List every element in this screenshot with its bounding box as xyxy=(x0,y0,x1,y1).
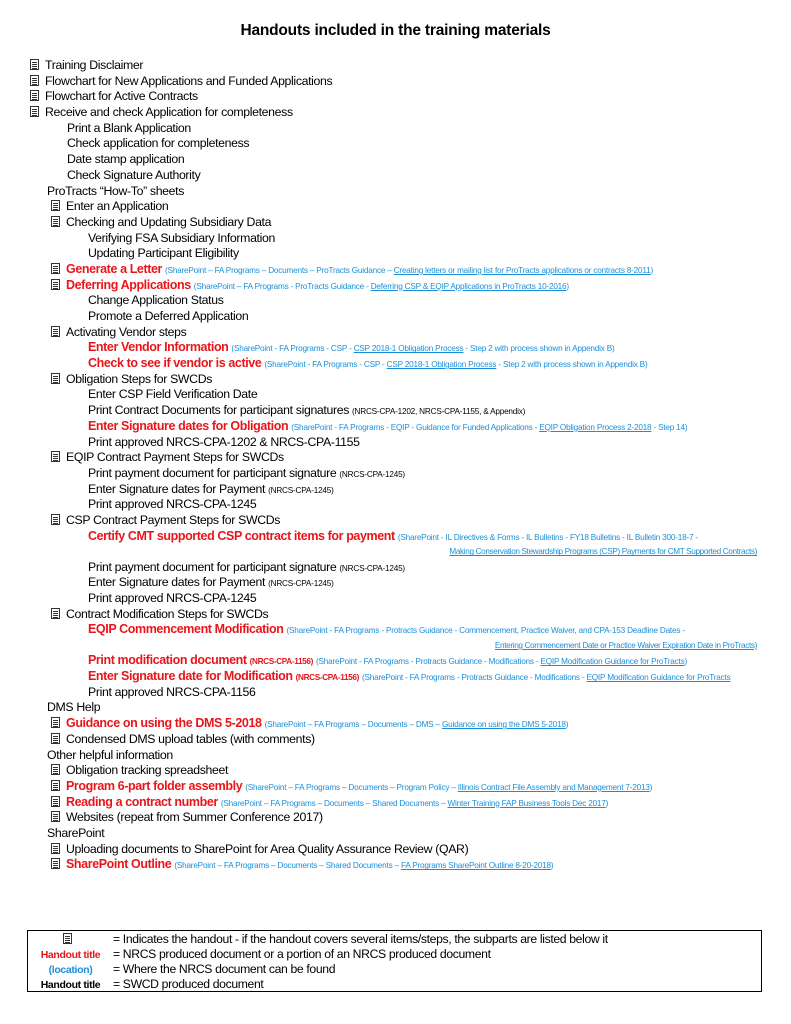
list-item xyxy=(0,340,791,356)
legend-key-icon xyxy=(28,933,113,948)
item-title: Enter Vendor Information xyxy=(88,340,229,355)
item-form-number: (NRCS-CPA-1156) xyxy=(249,657,313,667)
location-path: (SharePoint - FA Programs - Protracts Guidance - Modifications - xyxy=(315,657,541,667)
item-title: Check to see if vendor is active xyxy=(88,356,262,371)
list-item xyxy=(0,89,791,105)
item-title: Uploading documents to SharePoint for Area Quality Assurance Review (QAR) xyxy=(66,841,469,856)
list-item xyxy=(0,262,791,278)
item-title: Print approved NRCS-CPA-1202 & NRCS-CPA-1155 xyxy=(88,434,360,449)
document-icon xyxy=(51,843,60,854)
list-item xyxy=(0,215,791,231)
item-location xyxy=(245,783,652,792)
item-title: Print Contract Documents for participant signatures xyxy=(88,403,350,418)
item-title: Receive and check Application for completeness xyxy=(45,105,293,120)
list-item xyxy=(0,591,791,607)
item-title: Program 6-part folder assembly xyxy=(66,778,243,793)
handout-list xyxy=(0,58,791,873)
item-location xyxy=(231,344,614,353)
item-location xyxy=(316,657,687,666)
list-item xyxy=(0,685,791,701)
item-title: Print modification document xyxy=(88,653,247,668)
document-icon xyxy=(63,933,72,944)
list-item xyxy=(0,152,791,168)
item-title: CSP Contract Payment Steps for SWCDs xyxy=(66,512,281,527)
location-path: (SharePoint – FA Programs – Documents – Shared Documents – xyxy=(174,861,401,871)
item-note: (NRCS-CPA-1245) xyxy=(268,485,334,495)
list-item xyxy=(0,529,791,560)
document-icon xyxy=(51,200,60,211)
list-item xyxy=(0,184,791,200)
list-item xyxy=(0,325,791,341)
list-item xyxy=(0,309,791,325)
item-title: Print approved NRCS-CPA-1245 xyxy=(88,591,257,605)
item-location xyxy=(194,282,569,291)
item-location xyxy=(286,626,684,635)
document-icon xyxy=(30,106,39,117)
item-title: Change Application Status xyxy=(88,293,224,308)
legend-row-location xyxy=(28,962,335,977)
document-icon xyxy=(51,858,60,869)
item-title: Certify CMT supported CSP contract items for payment xyxy=(88,528,395,543)
location-suffix: ) xyxy=(605,798,609,808)
location-link[interactable]: CSP 2018-1 Obligation Process xyxy=(353,344,464,354)
document-icon xyxy=(51,279,60,290)
location-link[interactable]: EQIP Obligation Process 2-2018 xyxy=(539,422,652,432)
location-link[interactable]: Deferring CSP & EQIP Applications in ProTracts 10-2016 xyxy=(370,281,567,291)
item-title: Date stamp application xyxy=(67,152,185,167)
item-note: (NRCS-CPA-1245) xyxy=(339,563,405,573)
list-item xyxy=(0,810,791,826)
item-title: Checking and Updating Subsidiary Data xyxy=(66,214,272,229)
legend-text: = SWCD produced document xyxy=(113,977,264,991)
item-title: Enter Signature dates for Payment xyxy=(88,481,266,496)
item-title: Other helpful information xyxy=(47,747,173,762)
item-title: SharePoint xyxy=(47,825,105,840)
list-item xyxy=(0,450,791,466)
item-title: Obligation Steps for SWCDs xyxy=(66,371,213,386)
document-icon xyxy=(51,717,60,728)
legend-key-location: (location) xyxy=(48,964,93,976)
item-location xyxy=(398,533,698,542)
item-title: Activating Vendor steps xyxy=(66,324,187,339)
location-suffix: ) xyxy=(566,281,569,291)
item-title: Condensed DMS upload tables (with comments) xyxy=(66,731,315,746)
list-item xyxy=(0,372,791,388)
item-title: SharePoint Outline xyxy=(66,857,172,872)
list-item xyxy=(0,246,791,262)
item-location xyxy=(221,799,608,808)
list-item xyxy=(0,779,791,795)
item-title: Enter Signature dates for Payment xyxy=(88,575,266,590)
document-icon xyxy=(51,514,60,525)
item-title: Print payment document for participant signature xyxy=(88,465,337,480)
document-icon xyxy=(51,216,60,227)
item-title: Flowchart for Active Contracts xyxy=(45,89,198,104)
list-item xyxy=(0,293,791,309)
location-link[interactable]: EQIP Modification Guidance for ProTracts xyxy=(540,657,685,667)
list-item xyxy=(0,168,791,184)
list-item xyxy=(0,105,791,121)
location-suffix: - Step 2 with process shown in Appendix B) xyxy=(463,344,615,354)
item-title: Contract Modification Steps for SWCDs xyxy=(66,606,269,621)
list-item xyxy=(0,199,791,215)
document-icon xyxy=(51,764,60,775)
list-item xyxy=(0,278,791,294)
item-note: (NRCS-CPA-1202, NRCS-CPA-1155, & Appendix) xyxy=(352,407,526,417)
location-link[interactable]: Illinois Contract File Assembly and Management 7-2013 xyxy=(457,782,650,792)
item-location xyxy=(165,266,653,275)
location-path: (SharePoint – FA Programs – Documents – DMS – xyxy=(264,720,442,730)
list-item xyxy=(0,669,791,685)
item-title: Print payment document for participant signature xyxy=(88,559,337,574)
item-note: (NRCS-CPA-1245) xyxy=(339,469,405,479)
location-link[interactable]: Guidance on using the DMS 5-2018 xyxy=(441,720,566,730)
list-item xyxy=(0,419,791,435)
list-item xyxy=(0,575,791,591)
list-item xyxy=(0,231,791,247)
document-icon xyxy=(30,90,39,101)
legend-key-swcd: Handout title xyxy=(40,979,101,991)
list-item xyxy=(0,136,791,152)
list-item xyxy=(0,795,791,811)
location-link[interactable]: CSP 2018-1 Obligation Process xyxy=(386,360,497,370)
location-link[interactable]: EQIP Modification Guidance for ProTracts xyxy=(586,673,731,683)
document-icon xyxy=(51,263,60,274)
location-path: (SharePoint – FA Programs – Documents – ProTracts Guidance – xyxy=(165,265,394,275)
location-suffix: ) xyxy=(565,720,569,730)
location-path: (SharePoint - FA Programs - CSP - xyxy=(264,360,387,370)
list-item xyxy=(0,716,791,732)
item-title: Enter Signature dates for Obligation xyxy=(88,418,289,433)
item-title: Flowchart for New Applications and Funded Applications xyxy=(45,73,333,88)
legend-box xyxy=(27,930,762,992)
document-icon xyxy=(30,75,39,86)
item-title: Enter CSP Field Verification Date xyxy=(88,387,258,402)
list-item xyxy=(0,700,791,716)
location-path: (SharePoint - FA Programs - EQIP - Guidance for Funded Applications - xyxy=(291,422,540,432)
item-title: Training Disclaimer xyxy=(45,58,144,72)
legend-text: = Indicates the handout - if the handout covers several items/steps, the subparts are listed below it xyxy=(113,932,608,946)
item-title: Enter Signature date for Modification xyxy=(88,669,293,684)
list-item xyxy=(0,653,791,669)
list-item xyxy=(0,857,791,873)
document-icon xyxy=(51,796,60,807)
list-item xyxy=(0,622,791,653)
item-form-number: (NRCS-CPA-1156) xyxy=(295,673,359,683)
item-title: Generate a Letter xyxy=(66,261,163,276)
list-item xyxy=(0,748,791,764)
document-icon xyxy=(51,608,60,619)
legend-text: = NRCS produced document or a portion of an NRCS produced document xyxy=(113,947,491,961)
list-item xyxy=(0,387,791,403)
document-icon xyxy=(51,373,60,384)
list-item xyxy=(0,763,791,779)
location-path: (SharePoint – FA Programs – Documents – Shared Documents – xyxy=(220,798,448,808)
item-title: Verifying FSA Subsidiary Information xyxy=(88,230,275,245)
item-title: Websites (repeat from Summer Conference 2017) xyxy=(66,810,323,825)
document-icon xyxy=(51,733,60,744)
document-icon xyxy=(51,780,60,791)
item-note: (NRCS-CPA-1245) xyxy=(268,579,334,589)
list-item xyxy=(0,466,791,482)
item-location xyxy=(362,673,731,682)
document-icon xyxy=(51,811,60,822)
location-path: (SharePoint – FA Programs - ProTracts Guidance - xyxy=(193,281,371,291)
legend-key-nrcs: Handout title xyxy=(40,949,101,961)
list-item xyxy=(0,435,791,451)
item-title: EQIP Contract Payment Steps for SWCDs xyxy=(66,450,284,465)
location-path: (SharePoint - FA Programs - Protracts Guidance - Commencement, Practice Waiver, and CPA-153 Deadline Dates - xyxy=(286,626,685,636)
item-location xyxy=(291,423,687,432)
list-item xyxy=(0,842,791,858)
location-suffix: - Step 2 with process shown in Appendix B) xyxy=(496,360,648,370)
item-location xyxy=(174,861,553,870)
item-title: Check Signature Authority xyxy=(67,167,201,182)
item-title: Reading a contract number xyxy=(66,794,218,809)
legend-row-icon xyxy=(28,932,608,947)
legend-text: = Where the NRCS document can be found xyxy=(113,962,336,976)
location-link[interactable]: FA Programs SharePoint Outline 8-20-2018 xyxy=(400,861,551,871)
location-link[interactable]: Creating letters or mailing list for ProTracts applications or contracts 8-2011 xyxy=(393,265,651,275)
item-title: ProTracts “How-To” sheets xyxy=(47,183,185,198)
item-location xyxy=(264,360,647,369)
item-title: Check application for completeness xyxy=(67,136,250,151)
location-path: (SharePoint - IL Directives & Forms - IL Bulletins - FY18 Bulletins - IL Bulletin 300-18-7 - xyxy=(397,532,698,542)
location-path: (SharePoint - FA Programs - CSP - xyxy=(231,344,354,354)
item-title: Enter an Application xyxy=(66,199,169,214)
location-link[interactable]: Winter Training FAP Business Tools Dec 2017 xyxy=(447,798,606,808)
list-item xyxy=(0,403,791,419)
location-link[interactable]: Making Conservation Stewardship Programs (CSP) Payments for CMT Supported Contracts) xyxy=(449,547,757,557)
list-item xyxy=(0,121,791,137)
document-icon xyxy=(30,59,39,70)
location-path: (SharePoint – FA Programs – Documents – Program Policy – xyxy=(245,782,458,792)
item-title: Print approved NRCS-CPA-1245 xyxy=(88,497,257,512)
location-link[interactable]: Entering Commencement Date or Practice Waiver Expiration Date in ProTracts) xyxy=(494,641,757,651)
location-suffix: ) xyxy=(650,265,654,275)
list-item xyxy=(0,58,791,74)
page-title: Handouts included in the training materials xyxy=(240,22,551,39)
item-title: Updating Participant Eligibility xyxy=(88,246,239,261)
list-item xyxy=(0,356,791,372)
item-title: DMS Help xyxy=(47,700,101,715)
list-item xyxy=(0,826,791,842)
legend-row-swcd xyxy=(28,977,263,992)
item-title: Print a Blank Application xyxy=(67,120,191,135)
location-path: (SharePoint - FA Programs - Protracts Guidance - Modifications - xyxy=(361,673,587,683)
list-item xyxy=(0,732,791,748)
item-title: Guidance on using the DMS 5-2018 xyxy=(66,716,262,731)
legend-row-nrcs xyxy=(28,947,491,962)
item-title: Print approved NRCS-CPA-1156 xyxy=(88,684,256,699)
list-item xyxy=(0,607,791,623)
location-suffix: - Step 14) xyxy=(651,422,688,432)
item-title: Promote a Deferred Application xyxy=(88,309,249,323)
location-suffix: ) xyxy=(649,782,653,792)
list-item xyxy=(0,513,791,529)
list-item xyxy=(0,560,791,576)
location-suffix: ) xyxy=(684,657,688,667)
location-suffix: ) xyxy=(550,861,554,871)
list-item xyxy=(0,482,791,498)
document-icon xyxy=(51,451,60,462)
list-item xyxy=(0,497,791,513)
item-title: Obligation tracking spreadsheet xyxy=(66,763,229,778)
list-item xyxy=(0,74,791,90)
item-title: Deferring Applications xyxy=(66,277,191,292)
item-location xyxy=(265,720,569,729)
item-title: EQIP Commencement Modification xyxy=(88,622,284,637)
document-icon xyxy=(51,326,60,337)
